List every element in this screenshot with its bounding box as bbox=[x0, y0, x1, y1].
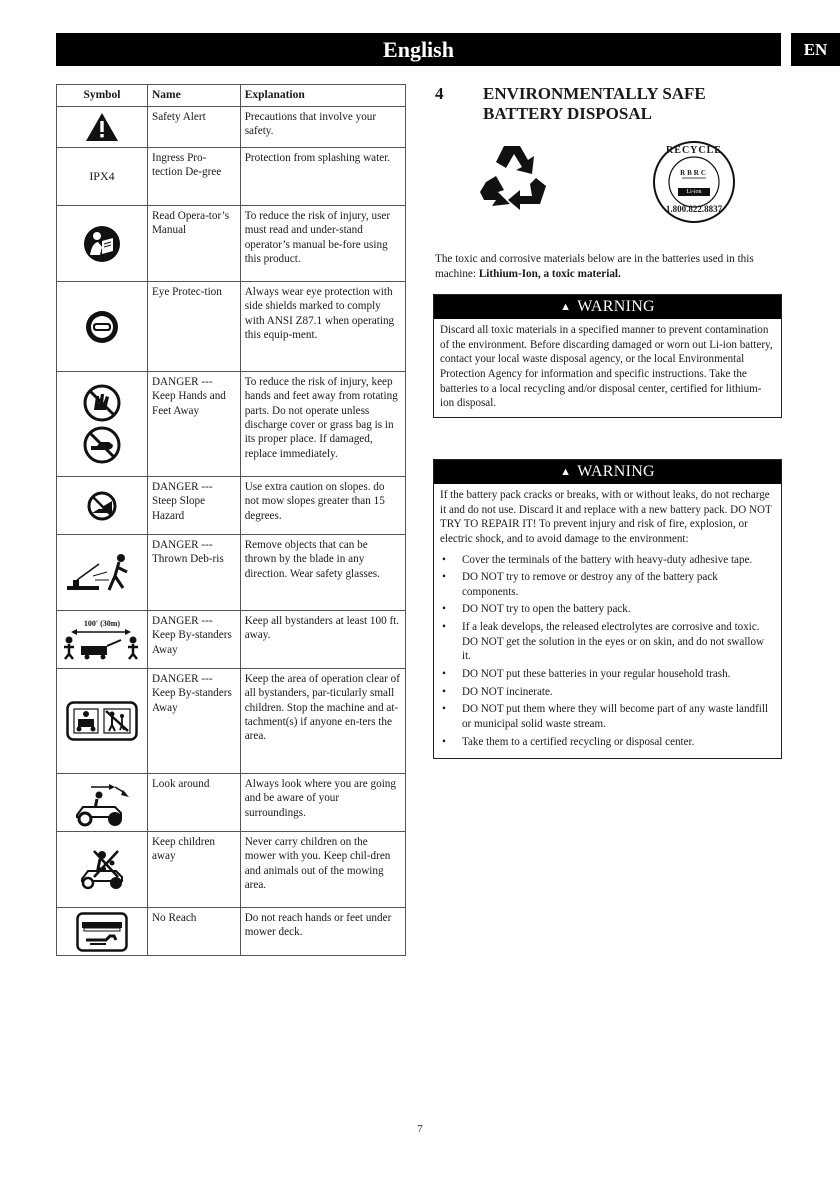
symbol-cell bbox=[57, 148, 148, 206]
thrown-debris-icon bbox=[63, 550, 141, 596]
warning-intro: If the battery pack cracks or breaks, with or without leaks, do not recharge it and do not use. Discard it and replace with a new battery pack. DO NOT TRY TO REPAIR IT! To prevent injury and risk of fire, explosion, or electric shock, and to avoid damage to the environment: bbox=[440, 489, 772, 545]
warning-box-damaged-battery bbox=[433, 459, 782, 759]
table-row bbox=[57, 908, 406, 956]
no-reach-icon bbox=[76, 912, 128, 952]
symbol-explanation: Remove objects that can be thrown by the blade in any direction. Wear safety glasses. bbox=[240, 535, 405, 611]
symbol-name: DANGER --- Keep Hands and Feet Away bbox=[147, 372, 240, 477]
table-row bbox=[57, 372, 406, 477]
symbol-explanation: Use extra caution on slopes. do not mow slopes greater than 15 degrees. bbox=[240, 477, 405, 535]
symbol-explanation: Precautions that involve your safety. bbox=[240, 107, 405, 148]
symbol-cell bbox=[57, 282, 148, 372]
section-heading bbox=[435, 84, 780, 125]
symbol-name: No Reach bbox=[147, 908, 240, 956]
header-title: English bbox=[383, 36, 454, 62]
seal-middle-text: RBRC bbox=[680, 169, 708, 177]
table-row bbox=[57, 832, 406, 908]
list-item: • Cover the terminals of the battery with heavy-duty adhesive tape. bbox=[440, 553, 775, 568]
symbol-name: Read Opera-tor’s Manual bbox=[147, 206, 240, 282]
seal-sub-text: Li-ion bbox=[686, 189, 702, 195]
symbol-cell bbox=[57, 372, 148, 477]
look-around-icon bbox=[69, 779, 135, 827]
table-row bbox=[57, 282, 406, 372]
symbol-name: Look around bbox=[147, 774, 240, 832]
warning-header bbox=[434, 460, 781, 484]
seal-phone-text: 1.800.822.8837 bbox=[665, 204, 723, 214]
symbol-name: DANGER --- Keep By-standers Away bbox=[147, 611, 240, 669]
rbrc-recycle-seal bbox=[652, 140, 736, 224]
warning-header bbox=[434, 295, 781, 319]
table-row bbox=[57, 535, 406, 611]
table-row bbox=[57, 107, 406, 148]
safety-alert-icon bbox=[85, 112, 119, 142]
symbol-cell bbox=[57, 774, 148, 832]
language-tab bbox=[791, 33, 840, 66]
symbols-table bbox=[56, 84, 406, 956]
warning-title: WARNING bbox=[577, 463, 655, 480]
symbol-name: Safety Alert bbox=[147, 107, 240, 148]
warning-body bbox=[434, 484, 781, 758]
table-row bbox=[57, 611, 406, 669]
warning-list bbox=[440, 553, 775, 750]
language-tab-label: EN bbox=[803, 39, 828, 59]
symbol-explanation: To reduce the risk of injury, keep hands and feet away from rotating parts. Do not operate unless discharge cover or grass bag is in its proper place. If damaged, replace immediately. bbox=[240, 372, 405, 477]
ipx4-symbol-text: IPX4 bbox=[89, 168, 115, 183]
keep-bystanders-away-icon bbox=[66, 701, 138, 741]
symbol-name: Keep children away bbox=[147, 832, 240, 908]
column-header-explanation: Explanation bbox=[240, 85, 405, 107]
list-item: • Take them to a certified recycling or disposal center. bbox=[440, 735, 775, 750]
distance-label: 100' (30m) bbox=[83, 618, 121, 628]
bystanders-distance-icon bbox=[61, 628, 143, 660]
list-item: • If a leak develops, the released electrolytes are corrosive and toxic. DO NOT get the solution in the eyes or on skin, and do not swallow it. bbox=[440, 620, 775, 664]
keep-children-away-icon bbox=[76, 847, 128, 893]
symbol-cell bbox=[57, 669, 148, 774]
keep-feet-away-icon bbox=[83, 426, 121, 464]
symbol-name: DANGER --- Thrown Deb-ris bbox=[147, 535, 240, 611]
symbol-explanation: To reduce the risk of injury, user must read and under-stand operator’s manual be-fore using this product. bbox=[240, 206, 405, 282]
warning-triangle-icon: ▲ bbox=[560, 466, 572, 478]
symbol-explanation: Keep all bystanders at least 100 ft. away. bbox=[240, 611, 405, 669]
list-item: • DO NOT try to remove or destroy any of the battery pack components. bbox=[440, 570, 775, 599]
table-row bbox=[57, 669, 406, 774]
battery-disposal-section bbox=[435, 84, 780, 125]
eye-protection-icon bbox=[85, 310, 119, 344]
section-number: 4 bbox=[435, 84, 444, 103]
symbol-explanation: Do not reach hands or feet under mower deck. bbox=[240, 908, 405, 956]
symbol-name: DANGER --- Steep Slope Hazard bbox=[147, 477, 240, 535]
symbol-cell bbox=[57, 206, 148, 282]
symbol-name: Eye Protec-tion bbox=[147, 282, 240, 372]
list-item: • DO NOT try to open the battery pack. bbox=[440, 602, 775, 617]
list-item: • DO NOT put them where they will become part of any waste landfill or municipal solid waste stream. bbox=[440, 702, 775, 731]
read-manual-icon bbox=[83, 225, 121, 263]
symbol-cell bbox=[57, 477, 148, 535]
symbol-explanation: Keep the area of operation clear of all bystanders, par-ticularly small children. Stop the machine and at-tachment(s) if anyone en-ters the area. bbox=[240, 669, 405, 774]
list-item: • DO NOT put these batteries in your regular household trash. bbox=[440, 667, 775, 682]
table-row bbox=[57, 477, 406, 535]
steep-slope-icon bbox=[87, 491, 117, 521]
recycle-arrows-icon bbox=[480, 140, 550, 220]
warning-body: Discard all toxic materials in a specified manner to prevent contamination of the environment. Before discarding damaged or worn out Li-ion battery, contact your local waste disposal agency, or the local Environmental Protection Agency for information and specific instructions. Take the batteries to a local recycling and/or disposal center, certified for lithium-ion disposal. bbox=[440, 324, 773, 410]
warning-box-disposal bbox=[433, 294, 782, 418]
intro-text: The toxic and corrosive materials below are in the batteries used in this machine: bbox=[435, 253, 754, 280]
table-row bbox=[57, 206, 406, 282]
list-item: • DO NOT incinerate. bbox=[440, 685, 775, 700]
symbol-cell bbox=[57, 107, 148, 148]
symbol-name: Ingress Pro-tection De-gree bbox=[147, 148, 240, 206]
symbol-explanation: Always wear eye protection with side shields marked to comply with ANSI Z87.1 when operating this equip-ment. bbox=[240, 282, 405, 372]
table-row bbox=[57, 148, 406, 206]
symbol-explanation: Always look where you are going and be aware of your surroundings. bbox=[240, 774, 405, 832]
recycle-logos bbox=[480, 140, 780, 230]
warning-triangle-icon: ▲ bbox=[560, 301, 572, 313]
section-title: ENVIRONMENTALLY SAFE BATTERY DISPOSAL bbox=[483, 84, 706, 124]
symbol-cell bbox=[57, 535, 148, 611]
symbol-name: DANGER --- Keep By-standers Away bbox=[147, 669, 240, 774]
page-number: 7 bbox=[417, 1123, 423, 1135]
symbol-cell bbox=[57, 908, 148, 956]
table-header-row bbox=[57, 85, 406, 107]
symbol-explanation: Protection from splashing water. bbox=[240, 148, 405, 206]
symbol-cell bbox=[57, 611, 148, 669]
intro-bold-text: Lithium-Ion, a toxic material. bbox=[478, 267, 621, 280]
toxic-materials-intro bbox=[435, 252, 780, 281]
table-row bbox=[57, 774, 406, 832]
language-header bbox=[56, 33, 781, 66]
symbol-explanation: Never carry children on the mower with you. Keep chil-dren and animals out of the mowing area. bbox=[240, 832, 405, 908]
column-header-name: Name bbox=[147, 85, 240, 107]
keep-hands-away-icon bbox=[83, 384, 121, 422]
seal-top-text: RECYCLE bbox=[666, 145, 722, 156]
warning-title: WARNING bbox=[577, 298, 655, 315]
column-header-symbol: Symbol bbox=[57, 85, 148, 107]
symbol-cell bbox=[57, 832, 148, 908]
